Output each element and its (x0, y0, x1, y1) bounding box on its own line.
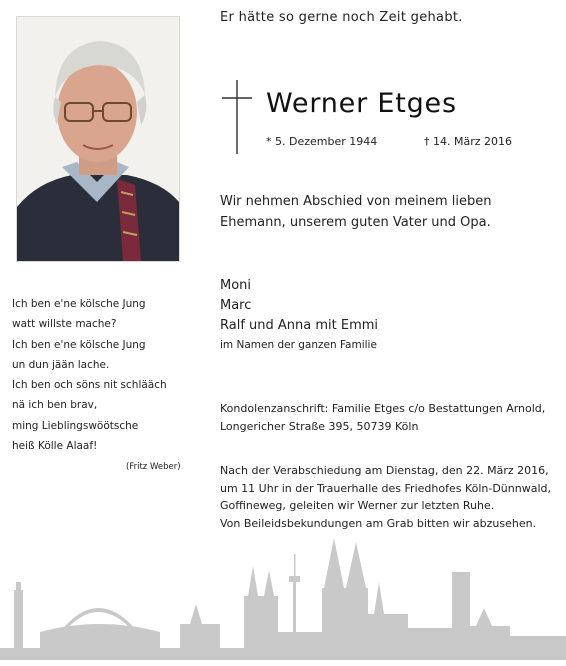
cross-icon (222, 80, 252, 154)
farewell-line: Ehemann, unserem guten Vater und Opa. (220, 215, 491, 230)
poem-line: Ich ben e'ne kölsche Jung (12, 298, 146, 310)
condolence-line: Longericher Straße 395, 50739 Köln (220, 420, 419, 433)
family-names (220, 276, 378, 336)
condolence-line: Kondolenzanschrift: Familie Etges c/o Bestattungen Arnold, (220, 402, 546, 415)
motto-text: Er hätte so gerne noch Zeit gehabt. (220, 10, 463, 25)
poem (12, 294, 192, 456)
family-member: Moni (220, 278, 252, 293)
poem-line: nä ich ben brav, (12, 399, 98, 412)
funeral-info (220, 462, 556, 532)
deceased-name: Werner Etges (266, 88, 457, 119)
condolence-address (220, 400, 556, 436)
portrait-photo (16, 16, 180, 262)
funeral-line: Von Beileidsbekundungen am Grab bitten wir abzusehen. (220, 516, 537, 530)
poem-line: Ich ben e'ne kölsche Jung (12, 338, 146, 351)
death-date: † 14. März 2016 (424, 135, 513, 148)
farewell-line: Wir nehmen Abschied von meinem lieben (220, 194, 492, 209)
poem-author: (Fritz Weber) (126, 462, 181, 472)
funeral-line: um 11 Uhr in der Trauerhalle des Friedhofes Köln-Dünnwald, (220, 481, 551, 495)
poem-line: Ich ben och söns nit schlääch (12, 379, 167, 392)
family-member: Marc (220, 298, 252, 313)
poem-line: heiß Kölle Alaaf! (12, 440, 98, 453)
family-member: Ralf und Anna mit Emmi (220, 318, 379, 333)
poem-line: watt willste mache? (12, 318, 117, 331)
poem-line: un dun jään lache. (12, 358, 110, 371)
cologne-skyline-graphic (0, 536, 566, 660)
birth-date: * 5. Dezember 1944 (266, 135, 378, 148)
funeral-line: Nach der Verabschiedung am Dienstag, den 22. März 2016, (220, 464, 549, 477)
farewell-text (220, 191, 540, 233)
family-on-behalf: im Namen der ganzen Familie (220, 339, 377, 351)
poem-line: ming Lieblingswöötsche (12, 419, 139, 432)
funeral-line: Goffineweg, geleiten wir Werner zur letzten Ruhe. (220, 499, 495, 512)
